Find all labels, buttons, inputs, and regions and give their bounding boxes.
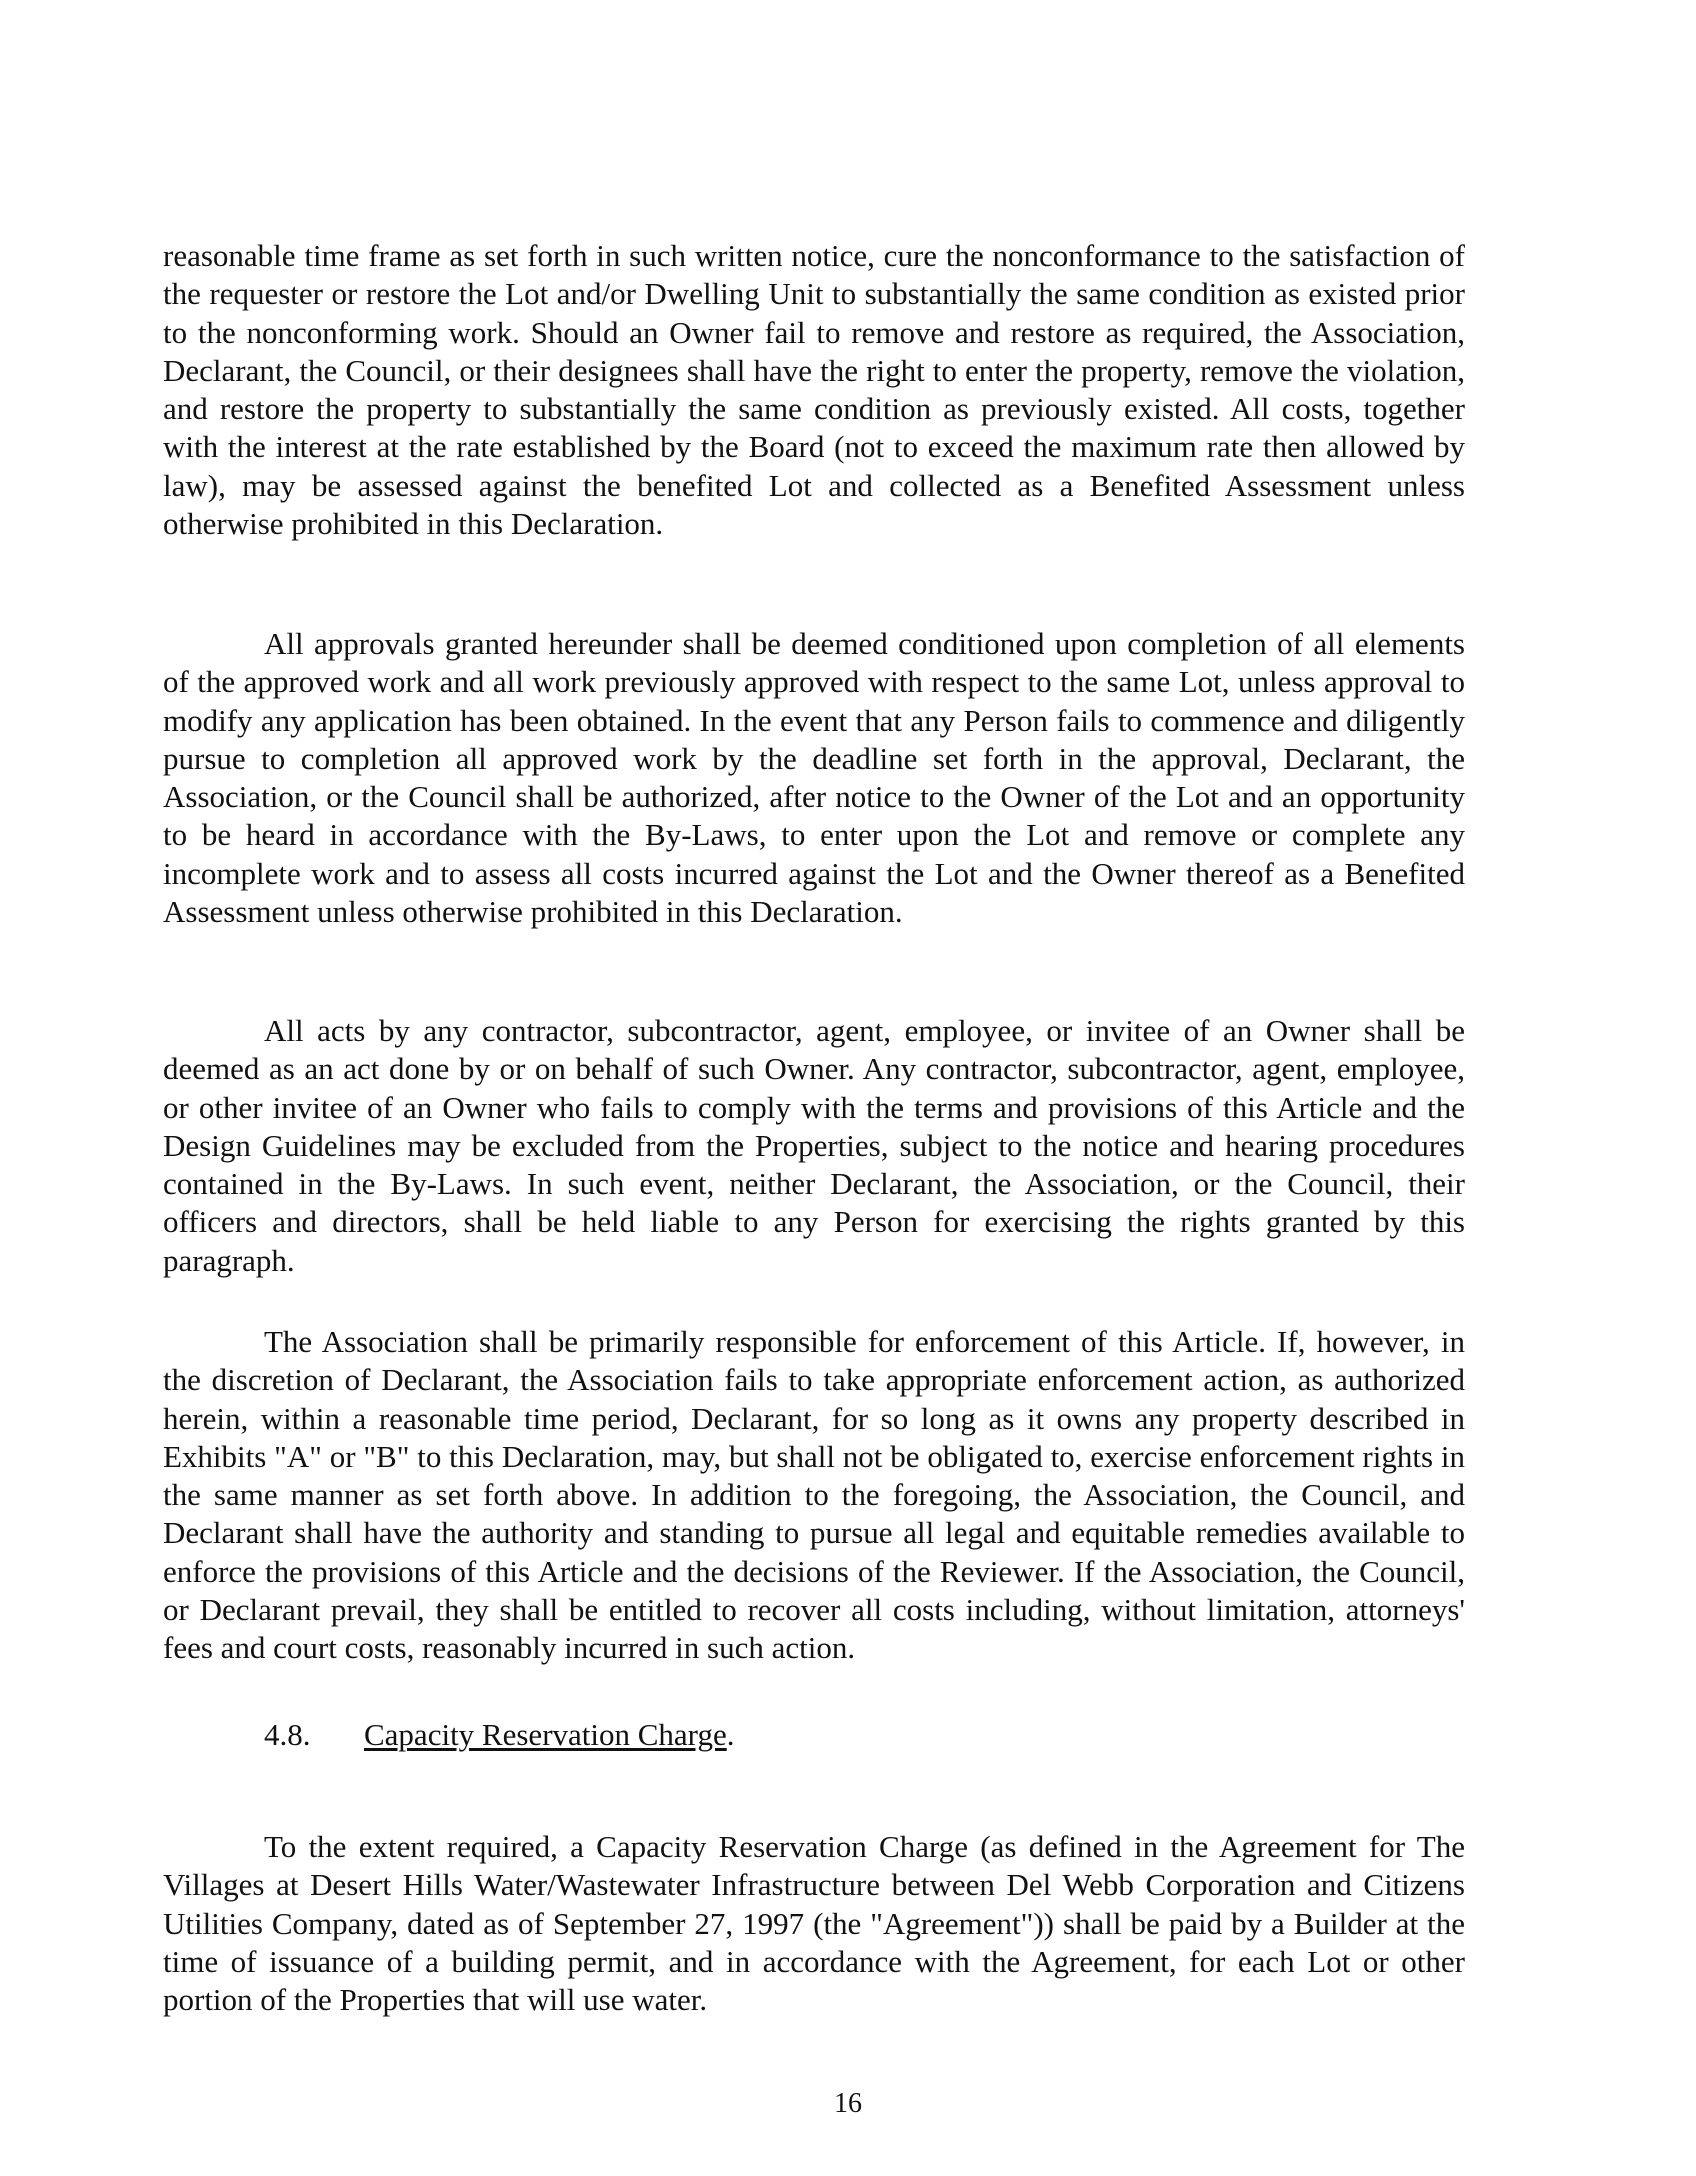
section-title: Capacity Reservation Charge bbox=[364, 1717, 727, 1752]
paragraph-capacity-charge: To the extent required, a Capacity Reservation Charge (as defined in the Agreement for The Villages at Desert Hills Water/Wastewater Infrastructure between Del Webb Corporation and Citizens Utilities Company, dated as of September 27, 1997 (the "Agreement")) shall be paid by a Builder at the time of issuance of a building permit, and in accordance with the Agreement, for each Lot or other portion of the Properties that will use water. bbox=[163, 1829, 1465, 2018]
paragraph-enforcement: The Association shall be primarily responsible for enforcement of this Article. If, however, in the discretion of Declarant, the Association fails to take appropriate enforcement action, as authorized herein, within a reasonable time period, Declarant, for so long as it owns any property described in Exhibits "A" or "B" to this Declaration, may, but shall not be obligated to, exercise enforcement rights in the same manner as set forth above. In addition to the foregoing, the Association, the Council, and Declarant shall have the authority and standing to pursue all legal and equitable remedies available to enforce the provisions of this Article and the decisions of the Reviewer. If the Association, the Council, or Declarant prevail, they shall be entitled to recover all costs including, without limitation, attorneys' fees and court costs, reasonably incurred in such action. bbox=[163, 1324, 1465, 1666]
section-number: 4.8. bbox=[264, 1717, 311, 1752]
paragraph-approvals: All approvals granted hereunder shall be deemed conditioned upon completion of all elements of the approved work and all work previously approved with respect to the same Lot, unless approval to modify any application has been obtained. In the event that any Person fails to commence and diligently pursue to completion all approved work by the deadline set forth in the approval, Declarant, the Association, or the Council shall be authorized, after notice to the Owner of the Lot and an opportunity to be heard in accordance with the By-Laws, to enter upon the Lot and remove or complete any incomplete work and to assess all costs incurred against the Lot and the Owner thereof as a Benefited Assessment unless otherwise prohibited in this Declaration. bbox=[163, 626, 1465, 930]
section-heading bbox=[264, 1716, 734, 1754]
paragraph-contractor-acts: All acts by any contractor, subcontractor, agent, employee, or invitee of an Owner shall be deemed as an act done by or on behalf of such Owner. Any contractor, subcontractor, agent, employee, or other invitee of an Owner who fails to comply with the terms and provisions of this Article and the Design Guidelines may be excluded from the Properties, subject to the notice and hearing procedures contained in the By-Laws. In such event, neither Declarant, the Association, or the Council, their officers and directors, shall be held liable to any Person for exercising the rights granted by this paragraph. bbox=[163, 1013, 1465, 1278]
page-number: 16 bbox=[834, 2088, 862, 2119]
section-title-period: . bbox=[726, 1717, 735, 1752]
paragraph-continuation: reasonable time frame as set forth in such written notice, cure the nonconformance to the satisfaction of the requester or restore the Lot and/or Dwelling Unit to substantially the same condition as existed prior to the nonconforming work. Should an Owner fail to remove and restore as required, the Association, Declarant, the Council, or their designees shall have the right to enter the property, remove the violation, and restore the property to substantially the same condition as previously existed. All costs, together with the interest at the rate established by the Board (not to exceed the maximum rate then allowed by law), may be assessed against the benefited Lot and collected as a Benefited Assessment unless otherwise prohibited in this Declaration. bbox=[163, 238, 1465, 542]
